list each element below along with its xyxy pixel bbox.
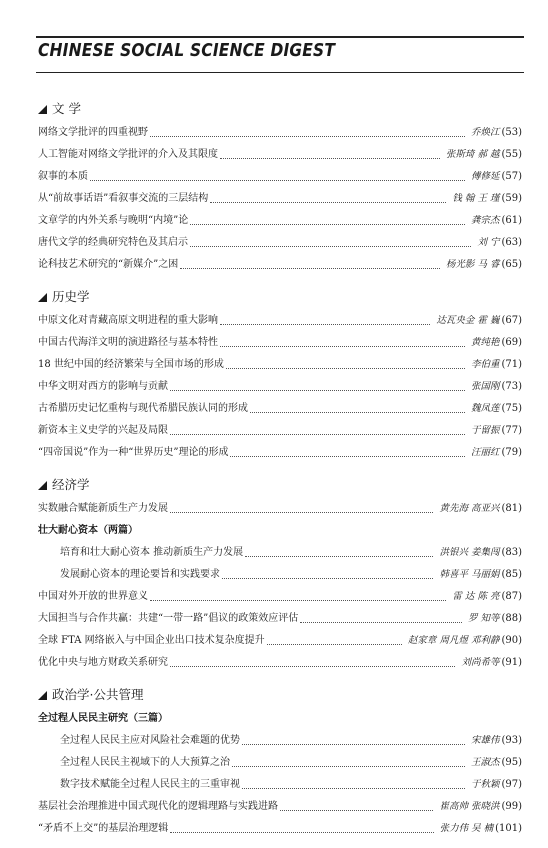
article-author: 汪丽红 <box>470 447 500 458</box>
triangle-marker-icon <box>38 105 47 114</box>
toc-entry[interactable] <box>38 586 522 608</box>
article-title: 全过程人民民主应对风险社会难题的优势 <box>60 735 240 746</box>
toc-section <box>38 96 522 276</box>
section-heading <box>38 284 522 310</box>
toc-entry[interactable] <box>38 354 522 376</box>
toc-entry[interactable] <box>38 254 522 276</box>
table-of-contents <box>38 96 522 848</box>
toc-entry[interactable] <box>38 730 522 752</box>
page-number: (63) <box>501 237 522 248</box>
page-number: (99) <box>501 801 522 812</box>
page-number: (67) <box>501 315 522 326</box>
toc-section <box>38 284 522 464</box>
page-number: (65) <box>501 259 522 270</box>
article-author: 于秋颖 <box>470 779 500 790</box>
dot-leader <box>230 455 465 457</box>
page-number: (71) <box>501 359 522 370</box>
toc-entry[interactable] <box>38 144 522 166</box>
article-author: 李伯重 <box>470 359 500 370</box>
dot-leader <box>220 157 440 159</box>
toc-entry[interactable] <box>38 122 522 144</box>
article-title: 唐代文学的经典研究特色及其启示 <box>38 237 188 248</box>
dot-leader <box>226 367 465 369</box>
dot-leader <box>250 411 465 413</box>
article-title: 实数融合赋能新质生产力发展 <box>38 503 168 514</box>
header-rule-top <box>36 36 524 38</box>
dot-leader <box>190 223 465 225</box>
page-number: (87) <box>501 591 522 602</box>
article-author: 罗 知等 <box>467 613 500 624</box>
page-number: (95) <box>501 757 522 768</box>
page-number: (79) <box>501 447 522 458</box>
page-number: (57) <box>501 171 522 182</box>
toc-entry[interactable] <box>38 232 522 254</box>
article-author: 赵家章 周凡煜 邓利静 <box>407 635 500 646</box>
toc-section <box>38 472 522 674</box>
article-author: 张国刚 <box>470 381 500 392</box>
page-number: (91) <box>501 657 522 668</box>
article-author: 乔焕江 <box>470 127 500 138</box>
dot-leader <box>267 643 402 645</box>
article-title: 文章学的内外关系与晚明“内境”论 <box>38 215 189 226</box>
article-author: 王淑杰 <box>470 757 500 768</box>
toc-entry[interactable] <box>38 210 522 232</box>
section-heading <box>38 472 522 498</box>
topic-group-label: 全过程人民民主研究（三篇） <box>38 713 168 724</box>
page-number: (85) <box>501 569 522 580</box>
dot-leader <box>242 743 465 745</box>
toc-entry[interactable] <box>38 166 522 188</box>
article-author: 洪银兴 姜集闯 <box>439 547 500 558</box>
article-title: 中华文明对西方的影响与贡献 <box>38 381 168 392</box>
article-title: 全过程人民民主视域下的人大预算之治 <box>60 757 230 768</box>
dot-leader <box>180 267 440 269</box>
article-title: 叙事的本质 <box>38 171 88 182</box>
dot-leader <box>170 433 465 435</box>
toc-entry[interactable] <box>38 332 522 354</box>
page-number: (77) <box>501 425 522 436</box>
dot-leader <box>170 511 433 513</box>
section-title: 政治学·公共管理 <box>52 687 144 702</box>
toc-entry[interactable] <box>38 752 522 774</box>
dot-leader <box>210 201 446 203</box>
dot-leader <box>232 765 465 767</box>
page-number: (97) <box>501 779 522 790</box>
toc-entry[interactable] <box>38 188 522 210</box>
article-title: 中国古代海洋文明的演进路径与基本特性 <box>38 337 218 348</box>
page-number: (75) <box>501 403 522 414</box>
article-author: 崔高帅 张晓洪 <box>439 801 500 812</box>
article-title: 中原文化对青藏高原文明进程的重大影响 <box>38 315 218 326</box>
dot-leader <box>90 179 465 181</box>
toc-entry[interactable] <box>38 564 522 586</box>
article-author: 黄纯艳 <box>470 337 500 348</box>
toc-entry[interactable] <box>38 442 522 464</box>
dot-leader <box>220 345 465 347</box>
article-author: 雷 达 陈 亮 <box>452 591 500 602</box>
article-title: 从“前故事话语”看叙事交流的三层结构 <box>38 193 209 204</box>
toc-entry[interactable] <box>38 818 522 840</box>
dot-leader <box>190 245 471 247</box>
article-author: 刘 宁 <box>477 237 500 248</box>
triangle-marker-icon <box>38 293 47 302</box>
section-title: 文 学 <box>52 101 81 116</box>
article-author: 魏凤莲 <box>470 403 500 414</box>
toc-entry[interactable] <box>38 608 522 630</box>
journal-title: CHINESE SOCIAL SCIENCE DIGEST <box>38 40 336 61</box>
article-title: 18 世纪中国的经济繁荣与全国市场的形成 <box>38 359 224 370</box>
dot-leader <box>170 665 455 667</box>
article-title: 论科技艺术研究的“新媒介”之困 <box>38 259 179 270</box>
article-author: 张斯琦 郝 越 <box>445 149 500 160</box>
article-title: 基层社会治理推进中国式现代化的逻辑理路与实践进路 <box>38 801 278 812</box>
dot-leader <box>170 831 433 833</box>
toc-entry[interactable] <box>38 310 522 332</box>
toc-entry[interactable] <box>38 398 522 420</box>
article-author: 宋雄伟 <box>470 735 500 746</box>
page-number: (93) <box>501 735 522 746</box>
article-author: 韩喜平 马丽娟 <box>439 569 500 580</box>
page-number: (83) <box>501 547 522 558</box>
article-title: 人工智能对网络文学批评的介入及其限度 <box>38 149 218 160</box>
article-title: “四帝国说”作为一种“世界历史”理论的形成 <box>38 447 229 458</box>
toc-entry[interactable] <box>38 498 522 520</box>
page-number: (81) <box>501 503 522 514</box>
toc-entry[interactable] <box>38 542 522 564</box>
topic-group-label: 壮大耐心资本（两篇） <box>38 525 138 536</box>
article-title: 全球 FTA 网络嵌入与中国企业出口技术复杂度提升 <box>38 635 265 646</box>
dot-leader <box>300 621 462 623</box>
article-author: 龚宗杰 <box>470 215 500 226</box>
article-title: 网络文学批评的四重视野 <box>38 127 148 138</box>
article-author: 刘尚希等 <box>461 657 500 668</box>
section-heading <box>38 96 522 122</box>
article-title: 新资本主义史学的兴起及局限 <box>38 425 168 436</box>
article-title: 大国担当与合作共赢：共建“一带一路”倡议的政策效应评估 <box>38 613 299 624</box>
article-author: 达瓦央金 霍 巍 <box>436 315 500 326</box>
page-number: (90) <box>501 635 522 646</box>
article-author: 黄先海 高亚兴 <box>439 503 500 514</box>
article-title: 中国对外开放的世界意义 <box>38 591 148 602</box>
toc-entry[interactable] <box>38 796 522 818</box>
toc-entry[interactable] <box>38 376 522 398</box>
page-number: (53) <box>501 127 522 138</box>
dot-leader <box>222 577 433 579</box>
page-number: (101) <box>495 823 522 834</box>
article-title: “矛盾不上交”的基层治理逻辑 <box>38 823 169 834</box>
toc-entry[interactable] <box>38 420 522 442</box>
toc-entry[interactable] <box>38 630 522 652</box>
dot-leader <box>150 135 465 137</box>
dot-leader <box>242 787 465 789</box>
section-title: 经济学 <box>52 477 90 492</box>
dot-leader <box>170 389 465 391</box>
page-number: (59) <box>501 193 522 204</box>
section-title: 历史学 <box>52 289 90 304</box>
page-number: (69) <box>501 337 522 348</box>
article-title: 优化中央与地方财政关系研究 <box>38 657 168 668</box>
toc-entry[interactable] <box>38 652 522 674</box>
toc-section <box>38 682 522 840</box>
article-author: 于留振 <box>470 425 500 436</box>
header-rule-bottom <box>36 72 524 73</box>
triangle-marker-icon <box>38 691 47 700</box>
dot-leader <box>150 599 446 601</box>
article-author: 钱 翰 王 瑾 <box>452 193 500 204</box>
dot-leader <box>245 555 433 557</box>
triangle-marker-icon <box>38 481 47 490</box>
article-title: 数字技术赋能全过程人民民主的三重审视 <box>60 779 240 790</box>
article-author: 张力伟 吴 楠 <box>439 823 494 834</box>
page-number: (61) <box>501 215 522 226</box>
page-number: (73) <box>501 381 522 392</box>
article-title: 发展耐心资本的理论要旨和实践要求 <box>60 569 220 580</box>
page-number: (55) <box>501 149 522 160</box>
dot-leader <box>280 809 433 811</box>
article-author: 傅修延 <box>470 171 500 182</box>
article-title: 培育和壮大耐心资本 推动新质生产力发展 <box>60 547 244 558</box>
article-author: 杨光影 马 睿 <box>445 259 500 270</box>
page-number: (88) <box>501 613 522 624</box>
article-title: 古希腊历史记忆重构与现代希腊民族认同的形成 <box>38 403 248 414</box>
dot-leader <box>220 323 430 325</box>
section-heading <box>38 682 522 708</box>
